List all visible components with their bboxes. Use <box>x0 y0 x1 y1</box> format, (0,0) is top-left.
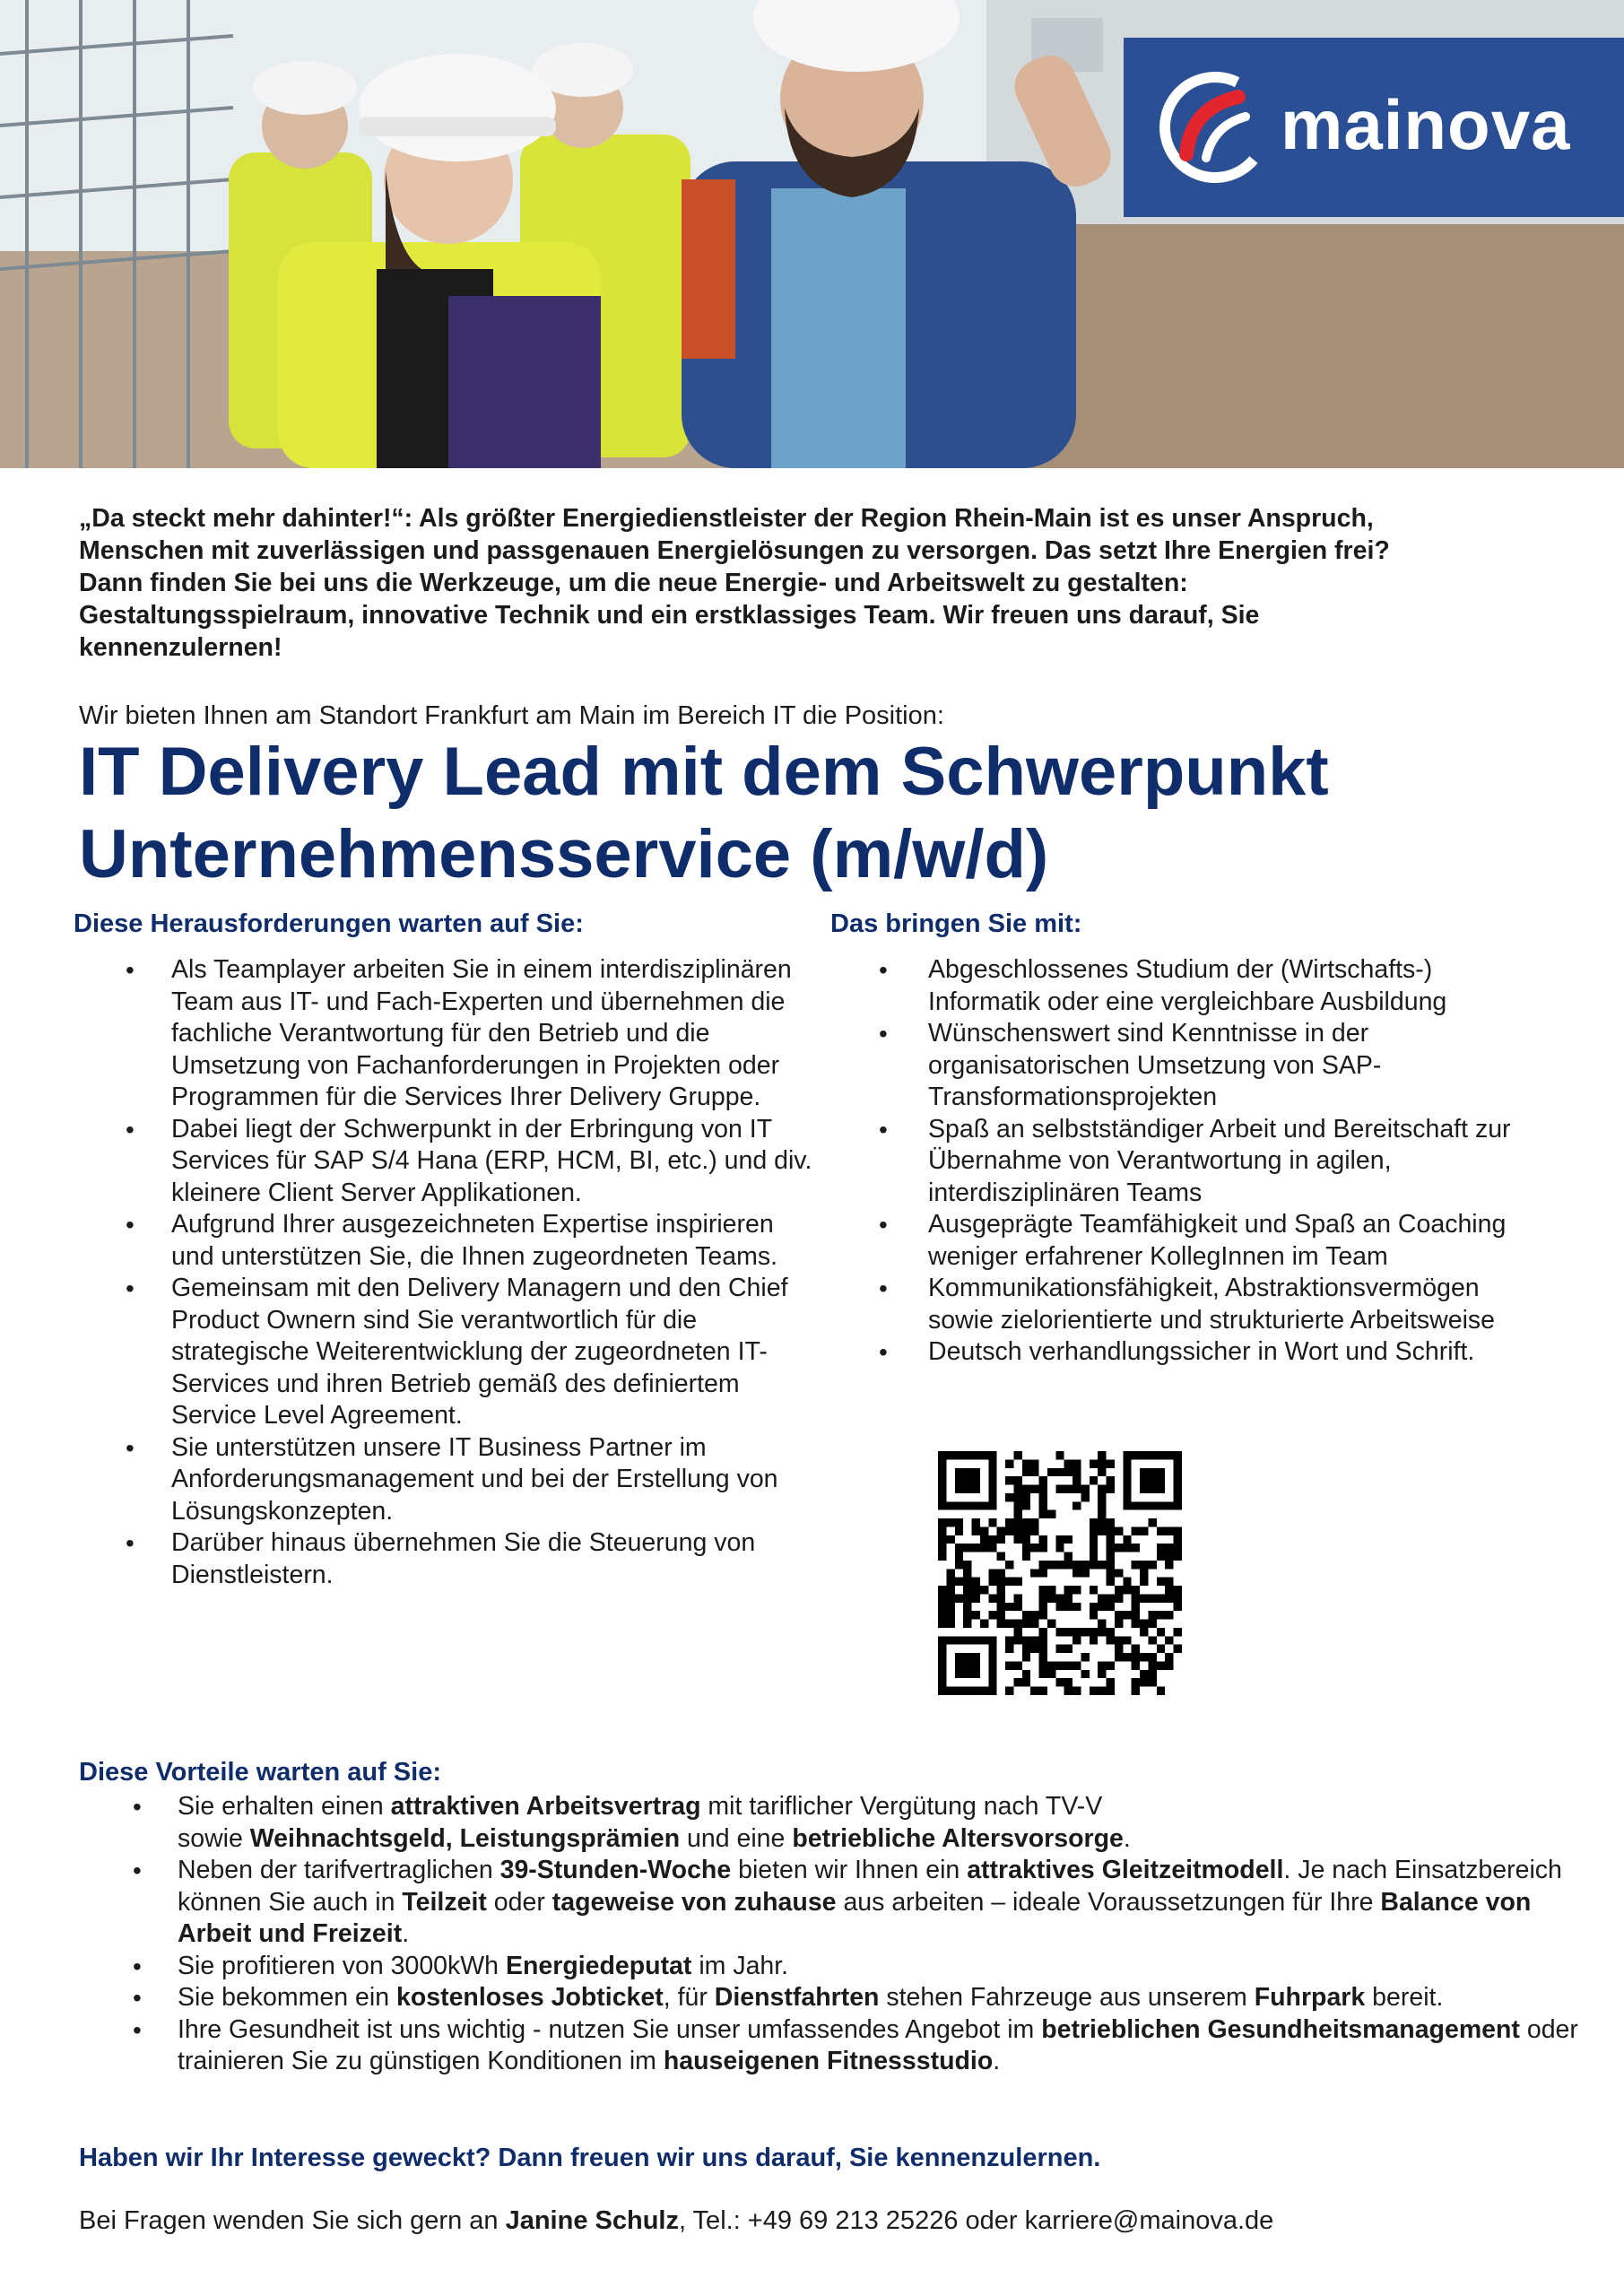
benefit-item: • Sie profitieren von 3000kWh Energiedeputat im Jahr. <box>79 1951 1594 1983</box>
job-title-line-2: Unternehmensservice (m/w/d) <box>79 816 1049 892</box>
qr-code[interactable] <box>938 1451 1182 1695</box>
contact-name: Janine Schulz <box>505 2206 679 2235</box>
benefits-list <box>79 1791 1594 2078</box>
list-item: • Wünschenswert sind Kenntnisse in der organisatorischen Umsetzung von SAP-Transformationsprojekten <box>879 1018 1542 1114</box>
list-item: • Als Teamplayer arbeiten Sie in einem interdisziplinären Team aus IT- und Fach-Experten und übernehmen die fachliche Verantwortung für den Betrieb und die Umsetzung von Fachanforderungen in Projekten oder Programmen für die Services Ihrer Delivery Gruppe. <box>79 954 814 1114</box>
challenges-heading: Diese Herausforderungen warten auf Sie: <box>74 909 584 938</box>
contact-details[interactable]: , Tel.: +49 69 213 25226 oder karriere@mainova.de <box>678 2206 1274 2235</box>
list-item: • Deutsch verhandlungssicher in Wort und Schrift. <box>879 1336 1542 1369</box>
list-item: • Abgeschlossenes Studium der (Wirtschafts-) Informatik oder eine vergleichbare Ausbildung <box>879 954 1542 1018</box>
benefit-item: • Ihre Gesundheit ist uns wichtig - nutzen Sie unser umfassendes Angebot im betrieblichen Gesundheitsmanagement oder trainieren Sie zu günstigen Konditionen im hauseigenen Fitnessstudio. <box>79 2014 1594 2078</box>
intro-paragraph: „Da steckt mehr dahinter!“: Als größter Energiedienstleister der Region Rhein-Main ist es unser Anspruch, Menschen mit zuverlässigen und passgenauen Energielösungen zu versorgen. Das setzt Ihre Energien frei? Dann finden Sie bei uns die Werkzeuge, um die neue Energie- und Arbeitswelt zu gestalten: Gestaltungsspielraum, innovative Technik und ein erstklassiges Team. Wir freuen uns darauf, Sie kennenzulernen! <box>79 504 1390 662</box>
interest-callout: Haben wir Ihr Interesse geweckt? Dann freuen wir uns darauf, Sie kennenzulernen. <box>79 2144 1101 2172</box>
list-item: • Dabei liegt der Schwerpunkt in der Erbringung von IT Services für SAP S/4 Hana (ERP, HCM, BI, etc.) und div. kleinere Client Server Applikationen. <box>79 1114 814 1210</box>
list-item: • Spaß an selbstständiger Arbeit und Bereitschaft zur Übernahme von Verantwortung in agilen, interdisziplinären Teams <box>879 1114 1542 1210</box>
position-lead: Wir bieten Ihnen am Standort Frankfurt am Main im Bereich IT die Position: <box>79 701 944 730</box>
logo-swirl-icon <box>1159 72 1272 184</box>
job-title <box>79 731 1603 896</box>
logo-wordmark: mainova <box>1281 85 1571 164</box>
job-title-line-1: IT Delivery Lead mit dem Schwerpunkt <box>79 734 1329 810</box>
list-item: • Darüber hinaus übernehmen Sie die Steuerung von Dienstleistern. <box>79 1527 814 1591</box>
benefit-item: • Neben der tarifvertraglichen 39-Stunden-Woche bieten wir Ihnen ein attraktives Gleitzeitmodell. Je nach Einsatzbereich können Sie auch in Teilzeit oder tageweise von zuhause aus arbeiten – ideale Voraussetzungen für Ihre Balance von Arbeit und Freizeit. <box>79 1855 1594 1951</box>
requirements-heading: Das bringen Sie mit: <box>830 909 1082 938</box>
benefit-item: • Sie bekommen ein kostenloses Jobticket, für Dienstfahrten stehen Fahrzeuge aus unserem Fuhrpark bereit. <box>79 1982 1594 2014</box>
benefit-item: • Sie erhalten einen attraktiven Arbeitsvertrag mit tariflicher Vergütung nach TV-V sowie Weihnachtsgeld, Leistungsprämien und eine betriebliche Altersvorsorge. <box>79 1791 1594 1855</box>
challenges-list <box>79 954 814 1591</box>
mainova-logo <box>1124 38 1624 217</box>
list-item: • Gemeinsam mit den Delivery Managern und den Chief Product Ownern sind Sie verantwortlich für die strategische Weiterentwicklung der zugeordneten IT-Services und ihren Betrieb gemäß des definiertem Service Level Agreement. <box>79 1273 814 1432</box>
list-item: • Aufgrund Ihrer ausgezeichneten Expertise inspirieren und unterstützen Sie, die Ihnen zugeordneten Teams. <box>79 1209 814 1273</box>
requirements-list <box>879 954 1542 1369</box>
list-item: • Kommunikationsfähigkeit, Abstraktionsvermögen sowie zielorientierte und strukturierte Arbeitsweise <box>879 1273 1542 1336</box>
contact-line: Bei Fragen wenden Sie sich gern an Janine Schulz, Tel.: +49 69 213 25226 oder karriere@mainova.de <box>79 2206 1274 2235</box>
benefits-heading: Diese Vorteile warten auf Sie: <box>79 1758 441 1787</box>
list-item: • Sie unterstützen unsere IT Business Partner im Anforderungsmanagement und bei der Erstellung von Lösungskonzepten. <box>79 1432 814 1528</box>
list-item: • Ausgeprägte Teamfähigkeit und Spaß an Coaching weniger erfahrener KollegInnen im Team <box>879 1209 1542 1273</box>
